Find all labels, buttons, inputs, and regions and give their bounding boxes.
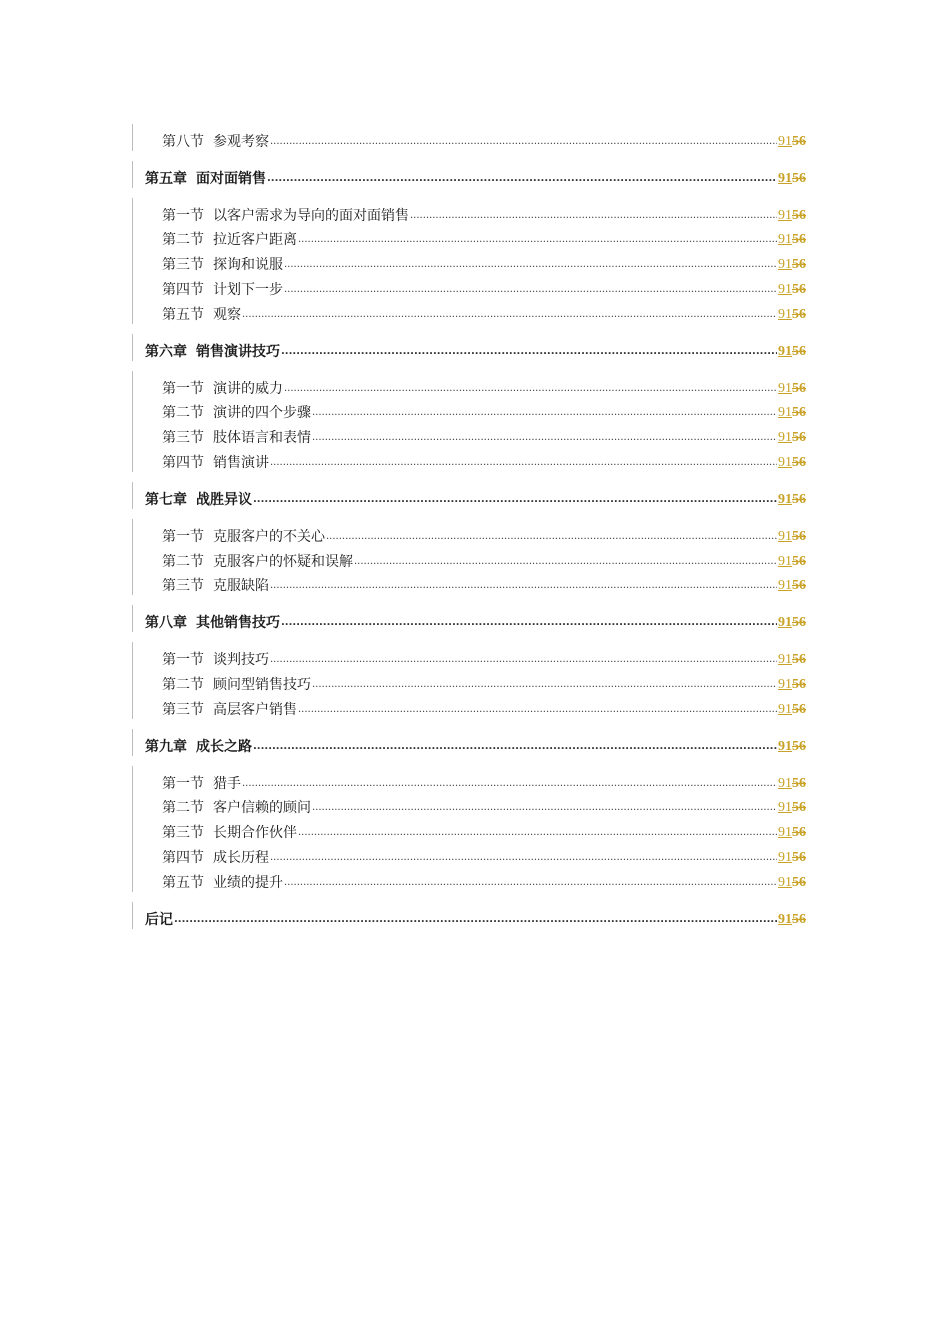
dot-leader [312,408,777,418]
toc-section-entry[interactable] [133,570,806,595]
page-number[interactable] [778,652,806,668]
entry-title: 演讲的四个步骤 [213,405,311,422]
page-number-deleted: 56 [792,825,806,841]
page-number-inserted: 91 [778,207,792,223]
toc-group [132,161,806,188]
entry-title: 成长历程 [213,849,269,866]
page-number-deleted: 56 [792,133,806,149]
dot-leader [312,433,777,443]
page-number-inserted: 91 [778,825,792,841]
page-number[interactable] [778,529,806,545]
page-number-inserted: 91 [778,454,792,470]
dot-leader [281,618,777,628]
toc-group [132,334,806,361]
toc-section-entry[interactable] [133,643,806,668]
entry-number: 第五章 [145,170,187,187]
entry-number: 第二节 [162,800,204,817]
page-number-deleted: 56 [792,738,806,754]
page-number-inserted: 91 [778,491,792,507]
page-number-inserted: 91 [778,170,792,186]
entry-number: 第八节 [162,133,204,150]
toc-section-entry[interactable] [133,792,806,817]
entry-number: 第五节 [162,306,204,323]
page-number-inserted: 91 [778,615,792,631]
page-number-inserted: 91 [778,738,792,754]
entry-number: 第一节 [162,380,204,397]
page-number-deleted: 56 [792,701,806,717]
toc-section-entry[interactable] [133,298,806,323]
toc-section-entry[interactable] [133,421,806,446]
page-number[interactable] [778,702,806,718]
entry-title: 计划下一步 [213,281,283,298]
dot-leader [270,581,777,591]
toc-section-entry[interactable] [133,199,806,224]
toc-section-entry[interactable] [133,397,806,422]
page-number-deleted: 56 [792,800,806,816]
page-number[interactable] [778,825,806,841]
dot-leader [270,853,777,863]
page-number-deleted: 56 [792,380,806,396]
entry-title: 战胜异议 [196,491,252,508]
toc-group [132,482,806,509]
page-number[interactable] [778,912,806,928]
dot-leader [253,742,777,752]
page-number-inserted: 91 [778,800,792,816]
page-number-deleted: 56 [792,343,806,359]
entry-number: 第三节 [162,701,204,718]
entry-title: 探询和说服 [213,257,283,274]
entry-number: 第四节 [162,849,204,866]
page-number[interactable] [778,615,806,631]
toc-chapter-entry[interactable] [133,606,806,631]
toc-section-entry[interactable] [133,446,806,471]
toc-chapter-entry[interactable] [133,903,806,928]
page-number-deleted: 56 [792,911,806,927]
dot-leader [284,260,777,270]
entry-title: 长期合作伙伴 [213,825,297,842]
entry-number: 第一节 [162,775,204,792]
page-number-deleted: 56 [792,405,806,421]
entry-number: 第九章 [145,738,187,755]
entry-number: 第三节 [162,825,204,842]
toc-section-entry[interactable] [133,866,806,891]
entry-title: 顾问型销售技巧 [213,676,311,693]
page-number[interactable] [778,208,806,224]
page-number[interactable] [778,171,806,187]
dot-leader [410,211,777,221]
toc-group [132,519,806,595]
entry-title: 参观考察 [213,133,269,150]
page-number[interactable] [778,739,806,755]
dot-leader [312,680,777,690]
page-number-inserted: 91 [778,430,792,446]
page-number-deleted: 56 [792,232,806,248]
entry-title: 后记 [145,911,173,928]
entry-title: 成长之路 [196,738,252,755]
page-number[interactable] [778,257,806,273]
page-number[interactable] [778,381,806,397]
page-number[interactable] [778,776,806,792]
entry-number: 第三节 [162,578,204,595]
entry-number: 第四节 [162,454,204,471]
dot-leader [267,174,777,184]
page-number-inserted: 91 [778,232,792,248]
toc-section-entry[interactable] [133,816,806,841]
dot-leader [298,235,777,245]
toc-group [132,371,806,472]
page-number-deleted: 56 [792,281,806,297]
page-number-deleted: 56 [792,775,806,791]
entry-number: 第二节 [162,405,204,422]
page-number-inserted: 91 [778,405,792,421]
page-number-inserted: 91 [778,281,792,297]
page-number-inserted: 91 [778,133,792,149]
toc-group [132,766,806,892]
dot-leader [270,458,777,468]
dot-leader [253,495,777,505]
toc-group [132,198,806,324]
toc-section-entry[interactable] [133,125,806,150]
toc-group [132,642,806,718]
entry-number: 第二节 [162,232,204,249]
entry-title: 以客户需求为导向的面对面销售 [213,207,409,224]
dot-leader [298,705,777,715]
page-number[interactable] [778,134,806,150]
entry-title: 克服缺陷 [213,578,269,595]
dot-leader [242,310,777,320]
entry-title: 拉近客户距离 [213,232,297,249]
entry-number: 第八章 [145,615,187,632]
page-number-deleted: 56 [792,306,806,322]
entry-number: 第二节 [162,676,204,693]
table-of-contents [132,124,806,939]
toc-section-entry[interactable] [133,273,806,298]
page-number-deleted: 56 [792,454,806,470]
page-number-inserted: 91 [778,380,792,396]
page-number-inserted: 91 [778,911,792,927]
page-number[interactable] [778,405,806,421]
entry-title: 销售演讲技巧 [196,343,280,360]
entry-title: 演讲的威力 [213,380,283,397]
page-number[interactable] [778,430,806,446]
page-number-deleted: 56 [792,578,806,594]
page-number-deleted: 56 [792,528,806,544]
entry-title: 其他销售技巧 [196,615,280,632]
dot-leader [281,347,777,357]
page-number[interactable] [778,677,806,693]
page-number[interactable] [778,455,806,471]
page-number-deleted: 56 [792,652,806,668]
page-number[interactable] [778,344,806,360]
page-number-inserted: 91 [778,578,792,594]
page-number[interactable] [778,875,806,891]
toc-section-entry[interactable] [133,767,806,792]
page-number-deleted: 56 [792,491,806,507]
dot-leader [270,137,777,147]
entry-number: 第一节 [162,652,204,669]
toc-section-entry[interactable] [133,224,806,249]
entry-title: 销售演讲 [213,454,269,471]
page-number[interactable] [778,850,806,866]
page-number-inserted: 91 [778,343,792,359]
entry-title: 客户信赖的顾问 [213,800,311,817]
entry-title: 业绩的提升 [213,874,283,891]
entry-number: 第三节 [162,430,204,447]
toc-section-entry[interactable] [133,372,806,397]
page-number-deleted: 56 [792,553,806,569]
toc-group [132,124,806,151]
dot-leader [312,803,777,813]
page-number-deleted: 56 [792,430,806,446]
toc-group [132,902,806,929]
toc-section-entry[interactable] [133,841,806,866]
page-number-inserted: 91 [778,676,792,692]
entry-title: 谈判技巧 [213,652,269,669]
dot-leader [354,557,777,567]
dot-leader [284,285,777,295]
page-number-inserted: 91 [778,775,792,791]
page-number-deleted: 56 [792,257,806,273]
entry-number: 第三节 [162,257,204,274]
entry-number: 第二节 [162,553,204,570]
toc-chapter-entry[interactable] [133,730,806,755]
page-number[interactable] [778,800,806,816]
page-number-inserted: 91 [778,553,792,569]
toc-chapter-entry[interactable] [133,335,806,360]
entry-number: 第六章 [145,343,187,360]
page-number[interactable] [778,492,806,508]
dot-leader [284,878,777,888]
dot-leader [284,384,777,394]
page-number[interactable] [778,578,806,594]
dot-leader [242,779,777,789]
page-number-deleted: 56 [792,170,806,186]
page-number-inserted: 91 [778,701,792,717]
entry-number: 第七章 [145,491,187,508]
entry-title: 肢体语言和表情 [213,430,311,447]
page-number-deleted: 56 [792,874,806,890]
entry-title: 猎手 [213,775,241,792]
page-number-inserted: 91 [778,528,792,544]
page-number-inserted: 91 [778,652,792,668]
page-number[interactable] [778,282,806,298]
page-number[interactable] [778,554,806,570]
page-number-inserted: 91 [778,306,792,322]
entry-title: 高层客户销售 [213,701,297,718]
page-number-inserted: 91 [778,849,792,865]
entry-title: 面对面销售 [196,170,266,187]
toc-chapter-entry[interactable] [133,483,806,508]
toc-section-entry[interactable] [133,668,806,693]
entry-number: 第一节 [162,207,204,224]
toc-group [132,729,806,756]
page-number-inserted: 91 [778,257,792,273]
entry-title: 观察 [213,306,241,323]
toc-section-entry[interactable] [133,693,806,718]
toc-chapter-entry[interactable] [133,162,806,187]
toc-group [132,605,806,632]
page-number-deleted: 56 [792,676,806,692]
page-number-deleted: 56 [792,207,806,223]
toc-section-entry[interactable] [133,545,806,570]
entry-title: 克服客户的不关心 [213,528,325,545]
page-number-deleted: 56 [792,849,806,865]
entry-number: 第一节 [162,528,204,545]
entry-number: 第四节 [162,281,204,298]
page-number[interactable] [778,307,806,323]
page-number-inserted: 91 [778,874,792,890]
page-number[interactable] [778,232,806,248]
dot-leader [298,828,777,838]
entry-number: 第五节 [162,874,204,891]
dot-leader [326,532,777,542]
toc-section-entry[interactable] [133,248,806,273]
entry-title: 克服客户的怀疑和误解 [213,553,353,570]
page-number-deleted: 56 [792,615,806,631]
dot-leader [270,655,777,665]
dot-leader [174,915,777,925]
toc-section-entry[interactable] [133,520,806,545]
